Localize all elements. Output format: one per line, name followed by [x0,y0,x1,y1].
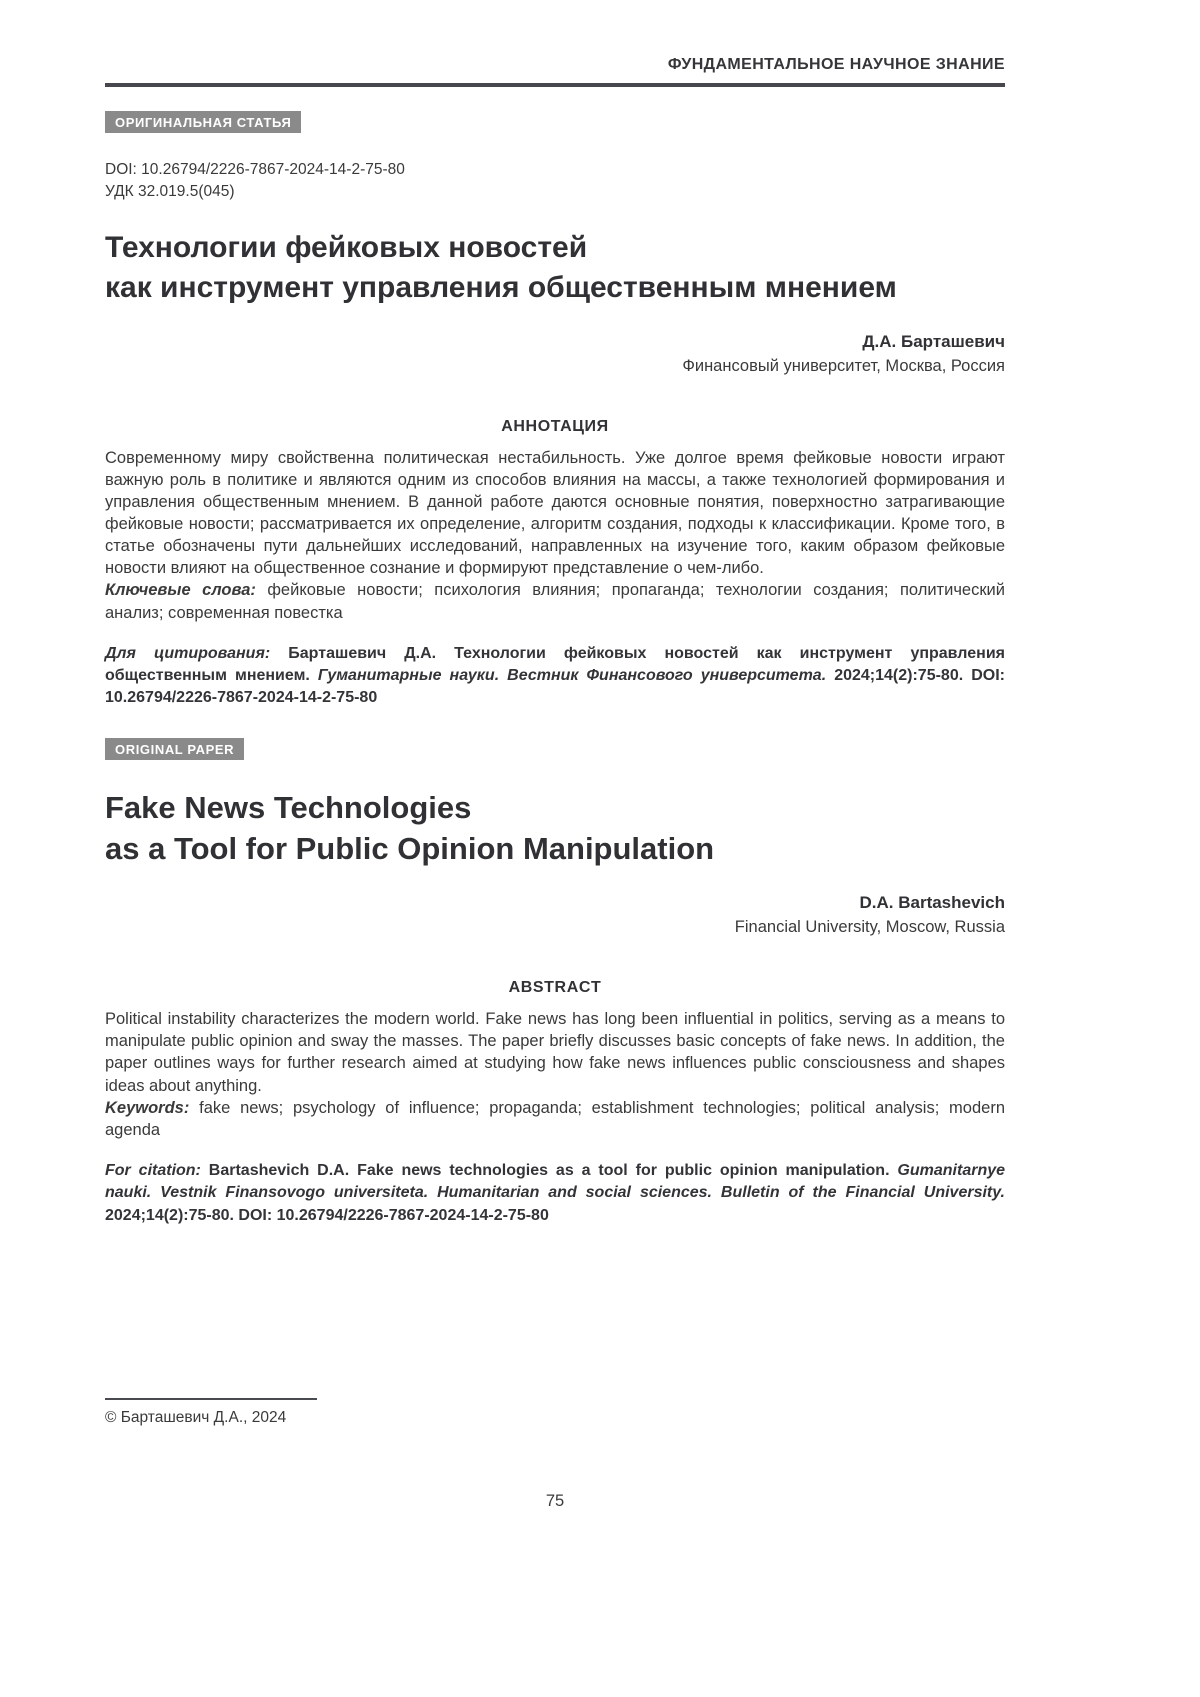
copyright-text: © Барташевич Д.А., 2024 [105,1409,287,1426]
citation-journal-en: Gumanitarnye nauki. Vestnik Finansovogo universiteta. Humanitarian and social sciences. Bulletin of the Financial University. [105,1161,1006,1202]
russian-section [105,111,1005,710]
citation-ru [105,643,1005,710]
byline-ru [105,332,1005,376]
copyright-footnote [105,1398,1005,1427]
badge-row-ru [105,111,1005,133]
article-title-en-line2: as a Tool for Public Opinion Manipulation [105,831,715,867]
citation-tail-ru: 2024;14(2):75-80. DOI: 10.26794/2226-7867-2024-14-2-75-80 [105,667,1005,707]
keywords-label-ru: Ключевые слова: [105,581,256,600]
citation-text-ru: Барташевич Д.А. Технологии фейковых новостей как инструмент управления общественным мнением. [105,644,1005,685]
article-title-en-line1: Fake News Technologies [105,789,472,825]
abstract-text-en: Political instability characterizes the modern world. Fake news has long been influential in politics, serving as a means to manipulate public opinion and sway the masses. The paper briefly discusses basic concepts of fake news. In addition, the paper outlines ways for further research aimed at studying how fake news influences public consciousness and shapes ideas about anything. [105,1010,1005,1095]
keywords-text-ru: фейковые новости; психология влияния; пропаганда; технологии создания; политический анализ; современная повестка [105,581,1005,622]
citation-en [105,1160,1005,1227]
citation-tail-en: 2024;14(2):75-80. DOI: 10.26794/2226-7867-2024-14-2-75-80 [105,1206,549,1224]
abstract-heading-en: ABSTRACT [508,979,602,997]
doi-line: DOI: 10.26794/2226-7867-2024-14-2-75-80 [105,161,405,178]
abstract-heading-ru: АННОТАЦИЯ [501,417,609,435]
author-affiliation-ru: Финансовый университет, Москва, Россия [682,356,1005,375]
author-name-en: D.A. Bartashevich [859,893,1005,913]
footnote-rule [105,1398,317,1400]
citation-label-en: For citation: [105,1161,201,1179]
author-affiliation-en: Financial University, Moscow, Russia [734,918,1005,937]
article-title-en [105,787,1005,869]
article-meta [105,159,1005,203]
byline-en [105,893,1005,937]
keywords-text-en: fake news; psychology of influence; propaganda; establishment technologies; political analysis; modern agenda [105,1098,1005,1139]
udk-line: УДК 32.019.5(045) [105,183,235,200]
keywords-label-en: Keywords: [105,1098,190,1117]
keywords-ru [105,579,1005,623]
article-type-badge-ru: ОРИГИНАЛЬНАЯ СТАТЬЯ [105,111,301,133]
abstract-text-ru: Современному миру свойственна политическая нестабильность. Уже долгое время фейковые новости играют важную роль в политике и являются одним из способов влияния на массы, а также технологией формирования и управления общественным мнением. В данной работе даются основные понятия, поверхностно затрагивающие фейковые новости; рассматривается их определение, алгоритм создания, подходы к классификации. Кроме того, в статье обозначены пути дальнейших исследований, направленных на изучение того, каким образом фейковые новости влияют на общественное сознание и формируют представление о чем-либо. [105,448,1005,578]
article-title-ru-line1: Технологии фейковых новостей [105,231,588,264]
running-title: ФУНДАМЕНТАЛЬНОЕ НАУЧНОЕ ЗНАНИЕ [667,56,1005,73]
article-title-ru [105,228,1005,308]
citation-text-en: Bartashevich D.A. Fake news technologies as a tool for public opinion manipulation. [208,1161,890,1179]
keywords-en [105,1097,1005,1141]
article-type-badge-en: ORIGINAL PAPER [105,738,244,760]
badge-row-en [105,738,1005,760]
citation-journal-ru: Гуманитарные науки. Вестник Финансового университета. [317,667,827,685]
running-head [105,56,1005,87]
page-number: 75 [545,1492,565,1510]
header-rule [105,83,1005,87]
citation-label-ru: Для цитирования: [105,644,271,662]
article-title-ru-line2: как инструмент управления общественным мнением [105,270,897,304]
english-section [105,738,1005,1227]
author-name-ru: Д.А. Барташевич [862,331,1005,351]
